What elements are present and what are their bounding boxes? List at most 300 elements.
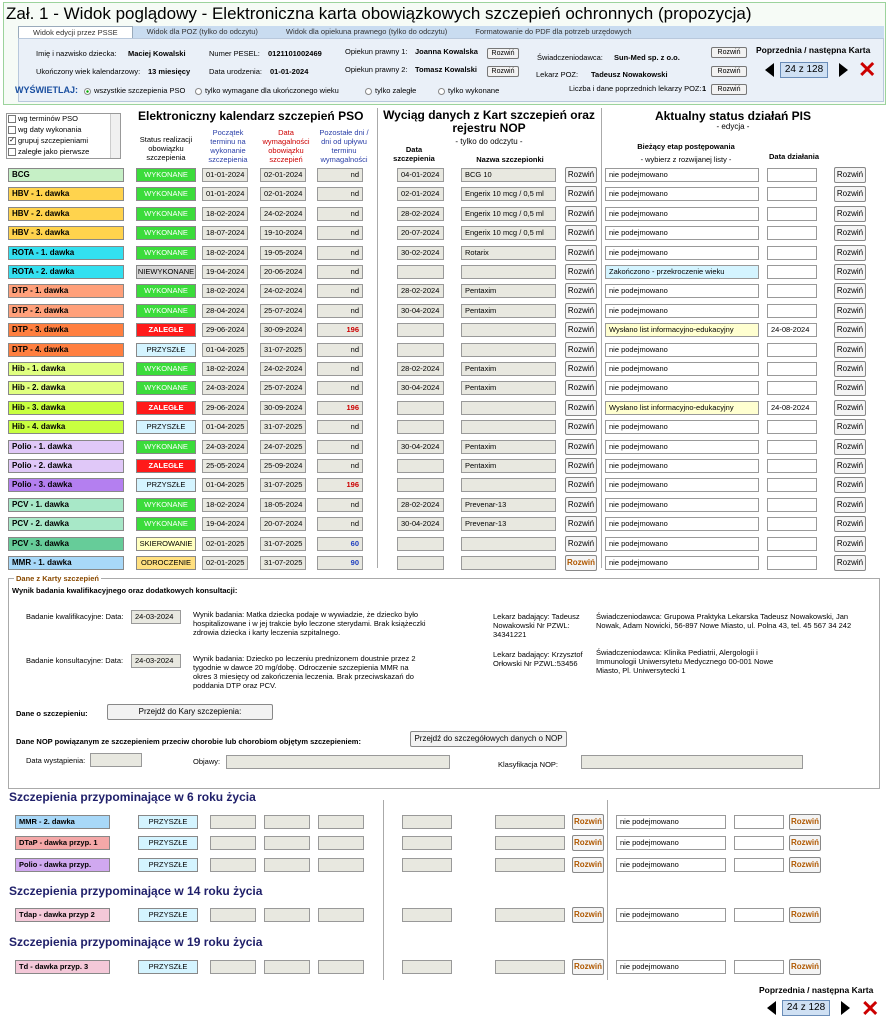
expand-button[interactable]: Rozwiń (565, 536, 597, 552)
due-date-field: 25-09-2024 (260, 459, 306, 473)
expand-button[interactable]: Rozwiń (834, 342, 866, 358)
radio-required-label: tylko wymagane dla ukończonego wieku (205, 86, 339, 95)
expand-button[interactable]: Rozwiń (565, 497, 597, 513)
due-date-field: 30-09-2024 (260, 401, 306, 415)
expand-button[interactable]: Rozwiń (834, 245, 866, 261)
expand-button[interactable]: Rozwiń (565, 303, 597, 319)
nav-label: Poprzednia / następna Karta (756, 45, 871, 55)
pesel-label: Numer PESEL: (209, 49, 260, 58)
start-date-field: 02-01-2025 (202, 537, 248, 551)
stage-select[interactable]: nie podejmowano (605, 284, 759, 298)
vaccination-date-field: 30-04-2024 (397, 440, 444, 454)
col-vaccine-name: Nazwa szczepionki (476, 155, 544, 164)
filter-label: wg terminów PSO (18, 114, 79, 123)
expand-button[interactable]: Rozwiń (565, 186, 597, 202)
tab-bar (18, 26, 884, 38)
expand-button[interactable]: Rozwiń (565, 458, 597, 474)
action-date-field[interactable] (767, 168, 817, 182)
expand-button[interactable]: Rozwiń (565, 516, 597, 532)
expand-button[interactable]: Rozwiń (834, 167, 866, 183)
action-date-field[interactable] (767, 187, 817, 201)
expand-button[interactable]: Rozwiń (789, 959, 821, 975)
col-action-date: Data działania (768, 152, 820, 161)
age-label: Ukończony wiek kalendarzowy: (36, 67, 141, 76)
booster-status-badge: PRZYSZŁE (138, 960, 198, 974)
due-date-field: 31-07-2025 (260, 537, 306, 551)
action-date-field[interactable]: 24-08-2024 (767, 323, 817, 337)
vaccination-date-field (397, 420, 444, 434)
start-date-field: 01-04-2025 (202, 343, 248, 357)
status-badge: ODROCZENIE (136, 556, 196, 570)
booster-action-date[interactable] (734, 815, 784, 829)
due-date-field: 31-07-2025 (260, 343, 306, 357)
due-date-field: 24-07-2025 (260, 440, 306, 454)
booster-vaccination-date (402, 815, 452, 829)
expand-button[interactable]: Rozwiń (834, 380, 866, 396)
expand-button[interactable]: Rozwiń (572, 814, 604, 830)
booster-stage-select[interactable]: nie podejmowano (616, 858, 726, 872)
divider (383, 800, 384, 980)
qual-date-field[interactable]: 24-03-2024 (131, 610, 181, 624)
status-badge: WYKONANE (136, 284, 196, 298)
vaccine-product-field (461, 537, 556, 551)
vaccine-name: PCV - 2. dawka (8, 517, 124, 531)
booster-vaccination-date (402, 908, 452, 922)
action-date-field[interactable] (767, 440, 817, 454)
vaccine-product-field (461, 401, 556, 415)
vaccine-name: ROTA - 1. dawka (8, 246, 124, 260)
doctor-label: Lekarz POZ: (536, 70, 579, 79)
stage-select[interactable]: nie podejmowano (605, 304, 759, 318)
status-badge: PRZYSZŁE (136, 420, 196, 434)
due-date-field: 02-01-2024 (260, 168, 306, 182)
booster-stage-select[interactable]: nie podejmowano (616, 960, 726, 974)
booster-vaccine-name: Polio - dawka przyp. (15, 858, 110, 872)
expand-button[interactable]: Rozwiń (565, 555, 597, 571)
status-badge: ZALEGŁE (136, 323, 196, 337)
stage-select[interactable]: nie podejmowano (605, 478, 759, 492)
doctor-value: Tadeusz Nowakowski (591, 70, 668, 79)
booster-vaccine-name: Td - dawka przyp. 3 (15, 960, 110, 974)
radio-selected-icon (84, 88, 91, 95)
stage-select[interactable]: nie podejmowano (605, 226, 759, 240)
checkbox-checked-icon: ✓ (9, 137, 15, 145)
checkbox-icon (8, 126, 16, 134)
vaccine-name: ROTA - 2. dawka (8, 265, 124, 279)
expand-button[interactable]: Rozwiń (834, 322, 866, 338)
radio-required[interactable] (195, 86, 339, 95)
due-date-field: 25-07-2024 (260, 304, 306, 318)
vaccine-product-field: Pentaxim (461, 459, 556, 473)
remaining-days: 196 (317, 323, 363, 337)
booster-date-field (318, 908, 364, 922)
vaccine-product-field: Pentaxim (461, 304, 556, 318)
stage-select[interactable]: nie podejmowano (605, 440, 759, 454)
vaccine-product-field (461, 478, 556, 492)
expand-button[interactable]: Rozwiń (565, 400, 597, 416)
vaccination-date-field: 30-04-2024 (397, 517, 444, 531)
vaccine-name: DTP - 1. dawka (8, 284, 124, 298)
symptoms-field[interactable] (226, 755, 450, 769)
calendar-title: Elektroniczny kalendarz szczepień PSO (138, 109, 364, 123)
expand-button[interactable]: Rozwiń (565, 419, 597, 435)
status-badge: SKIEROWANIE (136, 537, 196, 551)
status-badge: WYKONANE (136, 498, 196, 512)
booster-action-date[interactable] (734, 858, 784, 872)
expand-button[interactable]: Rozwiń (565, 439, 597, 455)
provider-expand-button[interactable]: Rozwiń (711, 47, 747, 58)
expand-button[interactable]: Rozwiń (565, 245, 597, 261)
status-badge: PRZYSZŁE (136, 478, 196, 492)
action-date-field[interactable]: 24-08-2024 (767, 401, 817, 415)
status-badge: WYKONANE (136, 517, 196, 531)
status-badge: ZALEGŁE (136, 459, 196, 473)
start-date-field: 24-03-2024 (202, 440, 248, 454)
cons-provider: Świadczeniodawca: Klinika Pediatrii, Alergologii i Immunologii Uniwersytetu Medycznego 00-001 Nowe Miasto, Pl. Uniwersytecki 1 (596, 648, 774, 675)
dob-label: Data urodzenia: (209, 67, 262, 76)
prev-doctors-count: 1 (702, 84, 707, 93)
remaining-days: 196 (317, 478, 363, 492)
expand-button[interactable]: Rozwiń (565, 225, 597, 241)
expand-button[interactable]: Rozwiń (565, 264, 597, 280)
vaccine-name: Polio - 2. dawka (8, 459, 124, 473)
guardian2-expand-button[interactable]: Rozwiń (487, 66, 519, 77)
start-date-field: 18-02-2024 (202, 498, 248, 512)
action-date-field[interactable] (767, 537, 817, 551)
expand-button[interactable]: Rozwiń (834, 283, 866, 299)
stage-select[interactable]: nie podejmowano (605, 362, 759, 376)
action-date-field[interactable] (767, 226, 817, 240)
symptoms-label: Objawy: (193, 757, 221, 766)
close-icon[interactable]: ✕ (858, 57, 877, 82)
remaining-days: nd (317, 265, 363, 279)
start-date-field: 18-02-2024 (202, 362, 248, 376)
start-date-field: 18-02-2024 (202, 284, 248, 298)
vaccine-name: DTP - 2. dawka (8, 304, 124, 318)
radio-all[interactable] (84, 86, 185, 95)
expand-button[interactable]: Rozwiń (565, 206, 597, 222)
vaccine-name: HBV - 3. dawka (8, 226, 124, 240)
booster-action-date[interactable] (734, 908, 784, 922)
stage-select[interactable]: nie podejmowano (605, 498, 759, 512)
next-card-icon[interactable] (839, 63, 848, 77)
status-badge: WYKONANE (136, 362, 196, 376)
radio-icon (195, 88, 202, 95)
due-date-field: 31-07-2025 (260, 556, 306, 570)
stage-select[interactable]: nie podejmowano (605, 187, 759, 201)
col-stage: Bieżący etap postępowania (637, 142, 735, 151)
booster-vaccine-name: MMR - 2. dawka (15, 815, 110, 829)
expand-button[interactable]: Rozwiń (789, 907, 821, 923)
remaining-days: 90 (317, 556, 363, 570)
tab-pdf-format[interactable]: Formatowanie do PDF dla potrzeb urzędowych (475, 27, 632, 36)
expand-button[interactable]: Rozwiń (789, 857, 821, 873)
vaccine-product-field (461, 265, 556, 279)
doctor-expand-button[interactable]: Rozwiń (711, 66, 747, 77)
vaccination-date-field: 28-02-2024 (397, 284, 444, 298)
col-stage-sub: - wybierz z rozwijanej listy - (640, 155, 732, 164)
col-start: Początek terminu na wykonanie szczepienia (208, 128, 248, 164)
remaining-days: nd (317, 226, 363, 240)
booster-status-badge: PRZYSZŁE (138, 836, 198, 850)
vaccine-name: Hib - 2. dawka (8, 381, 124, 395)
action-date-field[interactable] (767, 381, 817, 395)
expand-button[interactable]: Rozwiń (834, 303, 866, 319)
vaccination-date-field: 30-04-2024 (397, 304, 444, 318)
classification-field[interactable] (581, 755, 803, 769)
start-date-field: 19-04-2024 (202, 517, 248, 531)
go-to-nop-button[interactable]: Przejdź do szczegółowych danych o NOP (410, 731, 567, 747)
stage-select[interactable]: nie podejmowano (605, 517, 759, 531)
booster-action-date[interactable] (734, 836, 784, 850)
radio-done-label: tylko wykonane (448, 86, 500, 95)
booster-date-field (264, 960, 310, 974)
filter-label: wg daty wykonania (18, 125, 82, 134)
vaccine-name: DTP - 3. dawka (8, 323, 124, 337)
expand-button[interactable]: Rozwiń (565, 342, 597, 358)
cons-result: Wynik badania: Dziecko po leczeniu prednizonem doustnie przez 2 tygodnie w dawce 20 mg/dobę. Odroczenie szczepienia MMR na okres 3 miesięcy od zakończenia leczenia. Brak przeciwskazań do poddania DTP oraz PCV. (193, 654, 416, 690)
booster-date-field (264, 908, 310, 922)
expand-button[interactable]: Rozwiń (834, 497, 866, 513)
vaccine-name: HBV - 2. dawka (8, 207, 124, 221)
booster-date-field (210, 858, 256, 872)
divider (601, 108, 602, 568)
name-label: Imię i nazwisko dziecka: (36, 49, 117, 58)
radio-overdue-label: tylko zaległe (375, 86, 417, 95)
stage-select[interactable]: nie podejmowano (605, 246, 759, 260)
booster-product-field (495, 815, 565, 829)
due-date-field: 24-02-2024 (260, 284, 306, 298)
booster-stage-select[interactable]: nie podejmowano (616, 815, 726, 829)
expand-button[interactable]: Rozwiń (834, 361, 866, 377)
expand-button[interactable]: Rozwiń (834, 225, 866, 241)
start-date-field: 28-04-2024 (202, 304, 248, 318)
expand-button[interactable]: Rozwiń (565, 322, 597, 338)
start-date-field: 25-05-2024 (202, 459, 248, 473)
booster-date-field (264, 815, 310, 829)
due-date-field: 19-05-2024 (260, 246, 306, 260)
filter-by-date[interactable] (8, 125, 81, 134)
stage-select[interactable]: nie podejmowano (605, 168, 759, 182)
cons-label: Badanie konsultacyjne: Data: (26, 656, 124, 665)
due-date-field: 18-05-2024 (260, 498, 306, 512)
expand-button[interactable]: Rozwiń (834, 458, 866, 474)
due-date-field: 25-07-2024 (260, 381, 306, 395)
vaccine-name: MMR - 1. dawka (8, 556, 124, 570)
status-badge: WYKONANE (136, 207, 196, 221)
occurrence-field[interactable] (90, 753, 142, 767)
filter-group[interactable] (8, 136, 88, 145)
remaining-days: nd (317, 207, 363, 221)
guardian2-label: Opiekun prawny 2: (345, 65, 408, 74)
stage-select[interactable]: nie podejmowano (605, 556, 759, 570)
go-to-card-button[interactable]: Przejdź do Kary szczepienia: (107, 704, 273, 720)
vaccine-product-field: Engerix 10 mcg / 0,5 ml (461, 187, 556, 201)
tab-psse-edit[interactable]: Widok edycji przez PSSE (18, 26, 133, 38)
vaccination-date-field: 20-07-2024 (397, 226, 444, 240)
col-vacc-date: Data szczepienia (393, 145, 435, 163)
status-badge: NIEWYKONANE (136, 265, 196, 279)
remaining-days: nd (317, 498, 363, 512)
expand-button[interactable]: Rozwiń (565, 380, 597, 396)
vaccine-product-field (461, 556, 556, 570)
booster-stage-select[interactable]: nie podejmowano (616, 908, 726, 922)
booster-vaccination-date (402, 960, 452, 974)
vaccination-date-field: 28-02-2024 (397, 207, 444, 221)
booster-stage-select[interactable]: nie podejmowano (616, 836, 726, 850)
vaccination-date-field (397, 459, 444, 473)
due-date-field: 24-02-2024 (260, 362, 306, 376)
status-badge: WYKONANE (136, 187, 196, 201)
start-date-field: 02-01-2025 (202, 556, 248, 570)
page-title: Zał. 1 - Widok poglądowy - Elektroniczna karta obowiązkowych szczepień ochronnych (propozycja) (6, 4, 752, 23)
expand-button[interactable]: Rozwiń (565, 283, 597, 299)
status-badge: WYKONANE (136, 168, 196, 182)
divider (377, 108, 378, 568)
stage-select[interactable]: nie podejmowano (605, 537, 759, 551)
action-date-field[interactable] (767, 284, 817, 298)
booster-vaccine-name: Tdap - dawka przyp 2 (15, 908, 110, 922)
remaining-days: nd (317, 343, 363, 357)
start-date-field: 01-01-2024 (202, 187, 248, 201)
col-due: Data wymagalności obowiązku szczepień (262, 128, 310, 164)
action-date-field[interactable] (767, 517, 817, 531)
expand-button[interactable]: Rozwiń (834, 536, 866, 552)
guardian1-expand-button[interactable]: Rozwiń (487, 48, 519, 59)
expand-button[interactable]: Rozwiń (834, 477, 866, 493)
expand-button[interactable]: Rozwiń (834, 206, 866, 222)
vaccination-date-field: 30-02-2024 (397, 246, 444, 260)
expand-button[interactable]: Rozwiń (565, 167, 597, 183)
due-date-field: 19-10-2024 (260, 226, 306, 240)
status-badge: WYKONANE (136, 440, 196, 454)
booster-date-field (318, 815, 364, 829)
action-date-field[interactable] (767, 420, 817, 434)
remaining-days: nd (317, 246, 363, 260)
vaccine-product-field: Engerix 10 mcg / 0,5 ml (461, 226, 556, 240)
expand-button[interactable]: Rozwiń (572, 857, 604, 873)
footer-previous-icon[interactable] (767, 1001, 776, 1015)
action-date-field[interactable] (767, 362, 817, 376)
booster-section-title: Szczepienia przypominające w 19 roku życia (9, 935, 263, 949)
filter-overdue-first[interactable] (8, 147, 89, 156)
vaccination-date-field (397, 265, 444, 279)
remaining-days: nd (317, 381, 363, 395)
action-date-field[interactable] (767, 343, 817, 357)
radio-done[interactable] (438, 86, 499, 95)
show-label: WYŚWIETLAJ: (15, 85, 78, 95)
stage-select[interactable]: nie podejmowano (605, 381, 759, 395)
prev-doctors-expand-button[interactable]: Rozwiń (711, 84, 747, 95)
vaccine-product-field: Engerix 10 mcg / 0,5 ml (461, 207, 556, 221)
filter-scrollbar[interactable] (110, 114, 120, 158)
expand-button[interactable]: Rozwiń (834, 264, 866, 280)
prev-doctors-label: Liczba i dane poprzednich lekarzy POZ: (569, 84, 702, 93)
action-date-field[interactable] (767, 459, 817, 473)
stage-select[interactable]: Zakończono - przekroczenie wieku (605, 265, 759, 279)
action-date-field[interactable] (767, 556, 817, 570)
expand-button[interactable]: Rozwiń (834, 555, 866, 571)
expand-button[interactable]: Rozwiń (834, 516, 866, 532)
status-badge: ZALEGŁE (136, 401, 196, 415)
card-counter: 24 z 128 (780, 62, 828, 78)
remaining-days: nd (317, 440, 363, 454)
vaccine-product-field: Pentaxim (461, 440, 556, 454)
expand-button[interactable]: Rozwiń (565, 361, 597, 377)
expand-button[interactable]: Rozwiń (572, 907, 604, 923)
booster-product-field (495, 908, 565, 922)
expand-button[interactable]: Rozwiń (572, 835, 604, 851)
booster-product-field (495, 858, 565, 872)
booster-date-field (318, 960, 364, 974)
vaccine-name: PCV - 3. dawka (8, 537, 124, 551)
vaccination-date-field (397, 323, 444, 337)
filter-by-term[interactable] (8, 114, 78, 123)
stage-select[interactable]: Wysłano list informacyjno-edukacyjny (605, 323, 759, 337)
booster-date-field (210, 836, 256, 850)
action-date-field[interactable] (767, 265, 817, 279)
booster-action-date[interactable] (734, 960, 784, 974)
action-date-field[interactable] (767, 207, 817, 221)
expand-button[interactable]: Rozwiń (565, 477, 597, 493)
remaining-days: nd (317, 187, 363, 201)
cons-doctor: Lekarz badający: Krzysztof Orłowski Nr PZWL:53456 (493, 650, 583, 668)
booster-vaccine-name: DTaP - dawka przyp. 1 (15, 836, 110, 850)
cons-date-field[interactable]: 24-03-2024 (131, 654, 181, 668)
stage-select[interactable]: nie podejmowano (605, 459, 759, 473)
vaccine-product-field: Prevenar-13 (461, 517, 556, 531)
vaccination-date-field (397, 401, 444, 415)
vacc-data-label: Dane o szczepieniu: (16, 709, 88, 718)
stage-select[interactable]: nie podejmowano (605, 343, 759, 357)
vaccine-product-field: Pentaxim (461, 381, 556, 395)
guardian2-value: Tomasz Kowalski (415, 65, 477, 74)
start-date-field: 29-06-2024 (202, 401, 248, 415)
qual-provider: Świadczeniodawca: Grupowa Praktyka Lekarska Tadeusz Nowakowski, Jan Nowak, Adam Nowicki, 56-897 Nowe Miasto, ul. Polna 43, tel. 45 567 34 242 (596, 612, 852, 630)
stage-select[interactable]: Wysłano list informacyjno-edukacyjny (605, 401, 759, 415)
start-date-field: 18-07-2024 (202, 226, 248, 240)
expand-button[interactable]: Rozwiń (789, 814, 821, 830)
expand-button[interactable]: Rozwiń (572, 959, 604, 975)
action-date-field[interactable] (767, 304, 817, 318)
expand-button[interactable]: Rozwiń (834, 419, 866, 435)
start-date-field: 01-04-2025 (202, 478, 248, 492)
expand-button[interactable]: Rozwiń (834, 439, 866, 455)
vaccination-date-field: 04-01-2024 (397, 168, 444, 182)
action-date-field[interactable] (767, 246, 817, 260)
vaccination-date-field: 28-02-2024 (397, 498, 444, 512)
vaccination-date-field (397, 343, 444, 357)
tab-guardian-view[interactable]: Widok dla opiekuna prawnego (tylko do odczytu) (285, 27, 448, 36)
stage-select[interactable]: nie podejmowano (605, 207, 759, 221)
tab-poz-view[interactable]: Widok dla POZ (tylko do odczytu) (146, 27, 258, 36)
stage-select[interactable]: nie podejmowano (605, 420, 759, 434)
remaining-days: nd (317, 517, 363, 531)
action-date-field[interactable] (767, 498, 817, 512)
expand-button[interactable]: Rozwiń (834, 400, 866, 416)
radio-overdue[interactable] (365, 86, 416, 95)
vaccination-date-field: 30-04-2024 (397, 381, 444, 395)
footer-next-icon[interactable] (841, 1001, 850, 1015)
previous-card-icon[interactable] (765, 63, 774, 77)
remaining-days: nd (317, 284, 363, 298)
footer-close-icon[interactable]: ✕ (861, 996, 880, 1021)
action-date-field[interactable] (767, 478, 817, 492)
expand-button[interactable]: Rozwiń (834, 186, 866, 202)
vaccination-date-field: 02-01-2024 (397, 187, 444, 201)
remaining-days: nd (317, 420, 363, 434)
expand-button[interactable]: Rozwiń (789, 835, 821, 851)
